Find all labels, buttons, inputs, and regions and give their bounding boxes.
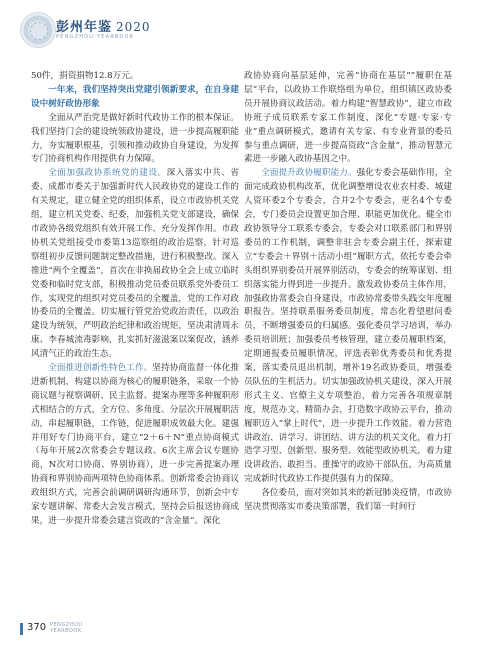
- paragraph-keyword: 全面提升政协履职能力。: [261, 168, 357, 179]
- page-number: 370: [27, 622, 47, 633]
- header-title: [56, 16, 151, 35]
- body-paragraph: [244, 167, 452, 487]
- left-column: [31, 70, 239, 529]
- paragraph-keyword: 全面加强政协系统党的建设。: [48, 168, 167, 179]
- footer-label-top: PENGZHOU: [50, 622, 83, 628]
- body-paragraph: 全面从严治党是做好新时代政协工作的根本保证。我们坚持门会的建设统领政协建设，进一步提高履职能力，夯实履职根基，引领和推动政协自身建设，为发挥专门协商机构作用提供有力保障。: [31, 112, 239, 165]
- paragraph-text: 深入落实中共、省委、成都市委关于加强新时代人民政协党的建设工作的有关规定，建立健全党的组织体系，设立市政协机关党组，建立机关党委、纪委，加强机关党支部建设，确保市政协各级党组织有效开展工作、充分发挥作用。市政协机关党组接受市委第13巡察组的政治巡察，针对巡察组初步反馈问题制定整改措施，进行积极整改。深入推进“两个全覆盖”，首次在非换届政协全会上成立临时党委和临时党支部，积极推动党员委员联系党外委员工作，实现党的组织对党员委员的全覆盖，党的工作对政协委员的全覆盖。切实履行管党治党政治责任，以政治建设为统领，严明政治纪律和政治规矩，坚决肃清周永康、李春城流毒影响，扎实抓好滋滋案以案促改，涵养风清气正的政治生态。: [31, 168, 239, 360]
- yearbook-seal-logo: [20, 12, 56, 48]
- footer-label: [50, 622, 83, 634]
- paragraph-keyword: 全面推进创新性特色工作。: [48, 363, 153, 374]
- paragraph-text: 强化专委会基础作用，全面完成政协机构改革，优化调整增设农业农村委、城建人资环委2个专委会，合并2个专委会，更名4个专委会，专门委员会设置更加合理、职能更加优化。健全市政协领导分工联系专委会，专委会对口联系部门和界别委员的工作机制，调整非驻会专委会副主任，探索建立“专委会＋界别＋活动小组”履职方式，依托专委会牵头组织界别委员开展界别活动，专委会的统筹谋划、组织落实能力得到进一步提升。激发政协委员主体作用，加强政协常委会自身建设，市政协常委带头践交年度履职报告。坚持联系服务委员制度，常态化看望慰问委员，不断增强委员的归属感。强化委员学习培训，举办委员培训班；加强委员考核管理，建立委员履职档案，定期通报委员履职情况，评选表彰优秀委员和优秀提案，落实委员退出机制，增补19名政协委员，增强委员队伍的生机活力。切实加强政协机关建设，深入开展形式主义、官僚主义专项整治，着力完善各项规章制度，规范办文、精简办会，打造数字政协云平台，推动履职迈入“掌上时代”，进一步提升工作效能。着力营造讲政治、讲学习、讲团结、讲方法的机关文化，着力打造学习型、创新型、服务型、效能型政协机关，着力建设讲政治、敢担当、重操守的政协干部队伍，为高质量完成新时代政协工作提供强有力的保障。: [244, 168, 452, 485]
- body-paragraph: 50件，捐资捐物12.8万元。: [31, 71, 139, 81]
- header-title-text: 彭州年鉴: [56, 20, 113, 35]
- body-paragraph: [31, 362, 239, 529]
- body-paragraph: 各位委员，面对突如其来的新冠肺炎疫情，市政协坚决贯彻落实市委决策部署，我们第一时间行: [244, 488, 452, 513]
- right-column: [244, 70, 452, 515]
- footer-label-bottom: YEARBOOK: [50, 628, 82, 634]
- header-subtitle: PENGZHOU YEARBOOK: [56, 34, 135, 40]
- footer-accent-bar: [20, 623, 23, 635]
- paragraph-text: 坚持协商监督一体化推进新机制，构建以协商为核心的履职链条，采取一个协商议题与视察调研、民主监督、提案办理等多种履职形式相结合的方式，全方位、多角度、分层次开展履职活动，串起履职链，工作链，促进履职成效最大化。建强并用好专门协商平台，建立“2＋6＋N”重点协商模式（每年开展2次常委会专题议政、6次主席会议专题协商，N次对口协商、界别协商），进一步完善提案办理协商和界别协商两项特色协商体系。创新常委会协商议政组织方式，完善会前调研调研沟通环节，创新会中专家专题讲解、常委大会发言模式，坚持会后报送协商成果，进一步提升常委会建言资政的“含金量”。深化: [31, 363, 239, 526]
- page-header: [20, 12, 460, 48]
- body-paragraph: 政协协商向基层延伸，完善“协商在基层”“履职在基层”平台，以政协工作联络组为单位，组织镇区政协委员开展协商议政活动。着力构建“智慧政协”，建立市政协班子成员联系专家工作制度，深化“专题·专家·专业”重点调研模式，邀请有关专家、有专业背景的委员参与重点调研，进一步提高资政“含金量”，推动智慧元素进一步融入政协基因之中。: [244, 71, 452, 165]
- page-footer: [0, 619, 480, 639]
- header-year: 2020: [116, 20, 151, 34]
- body-paragraph: [31, 167, 239, 362]
- section-subhead: 一年来，我们坚持突出党建引领新要求，在自身建设中树好政协形象: [31, 84, 239, 109]
